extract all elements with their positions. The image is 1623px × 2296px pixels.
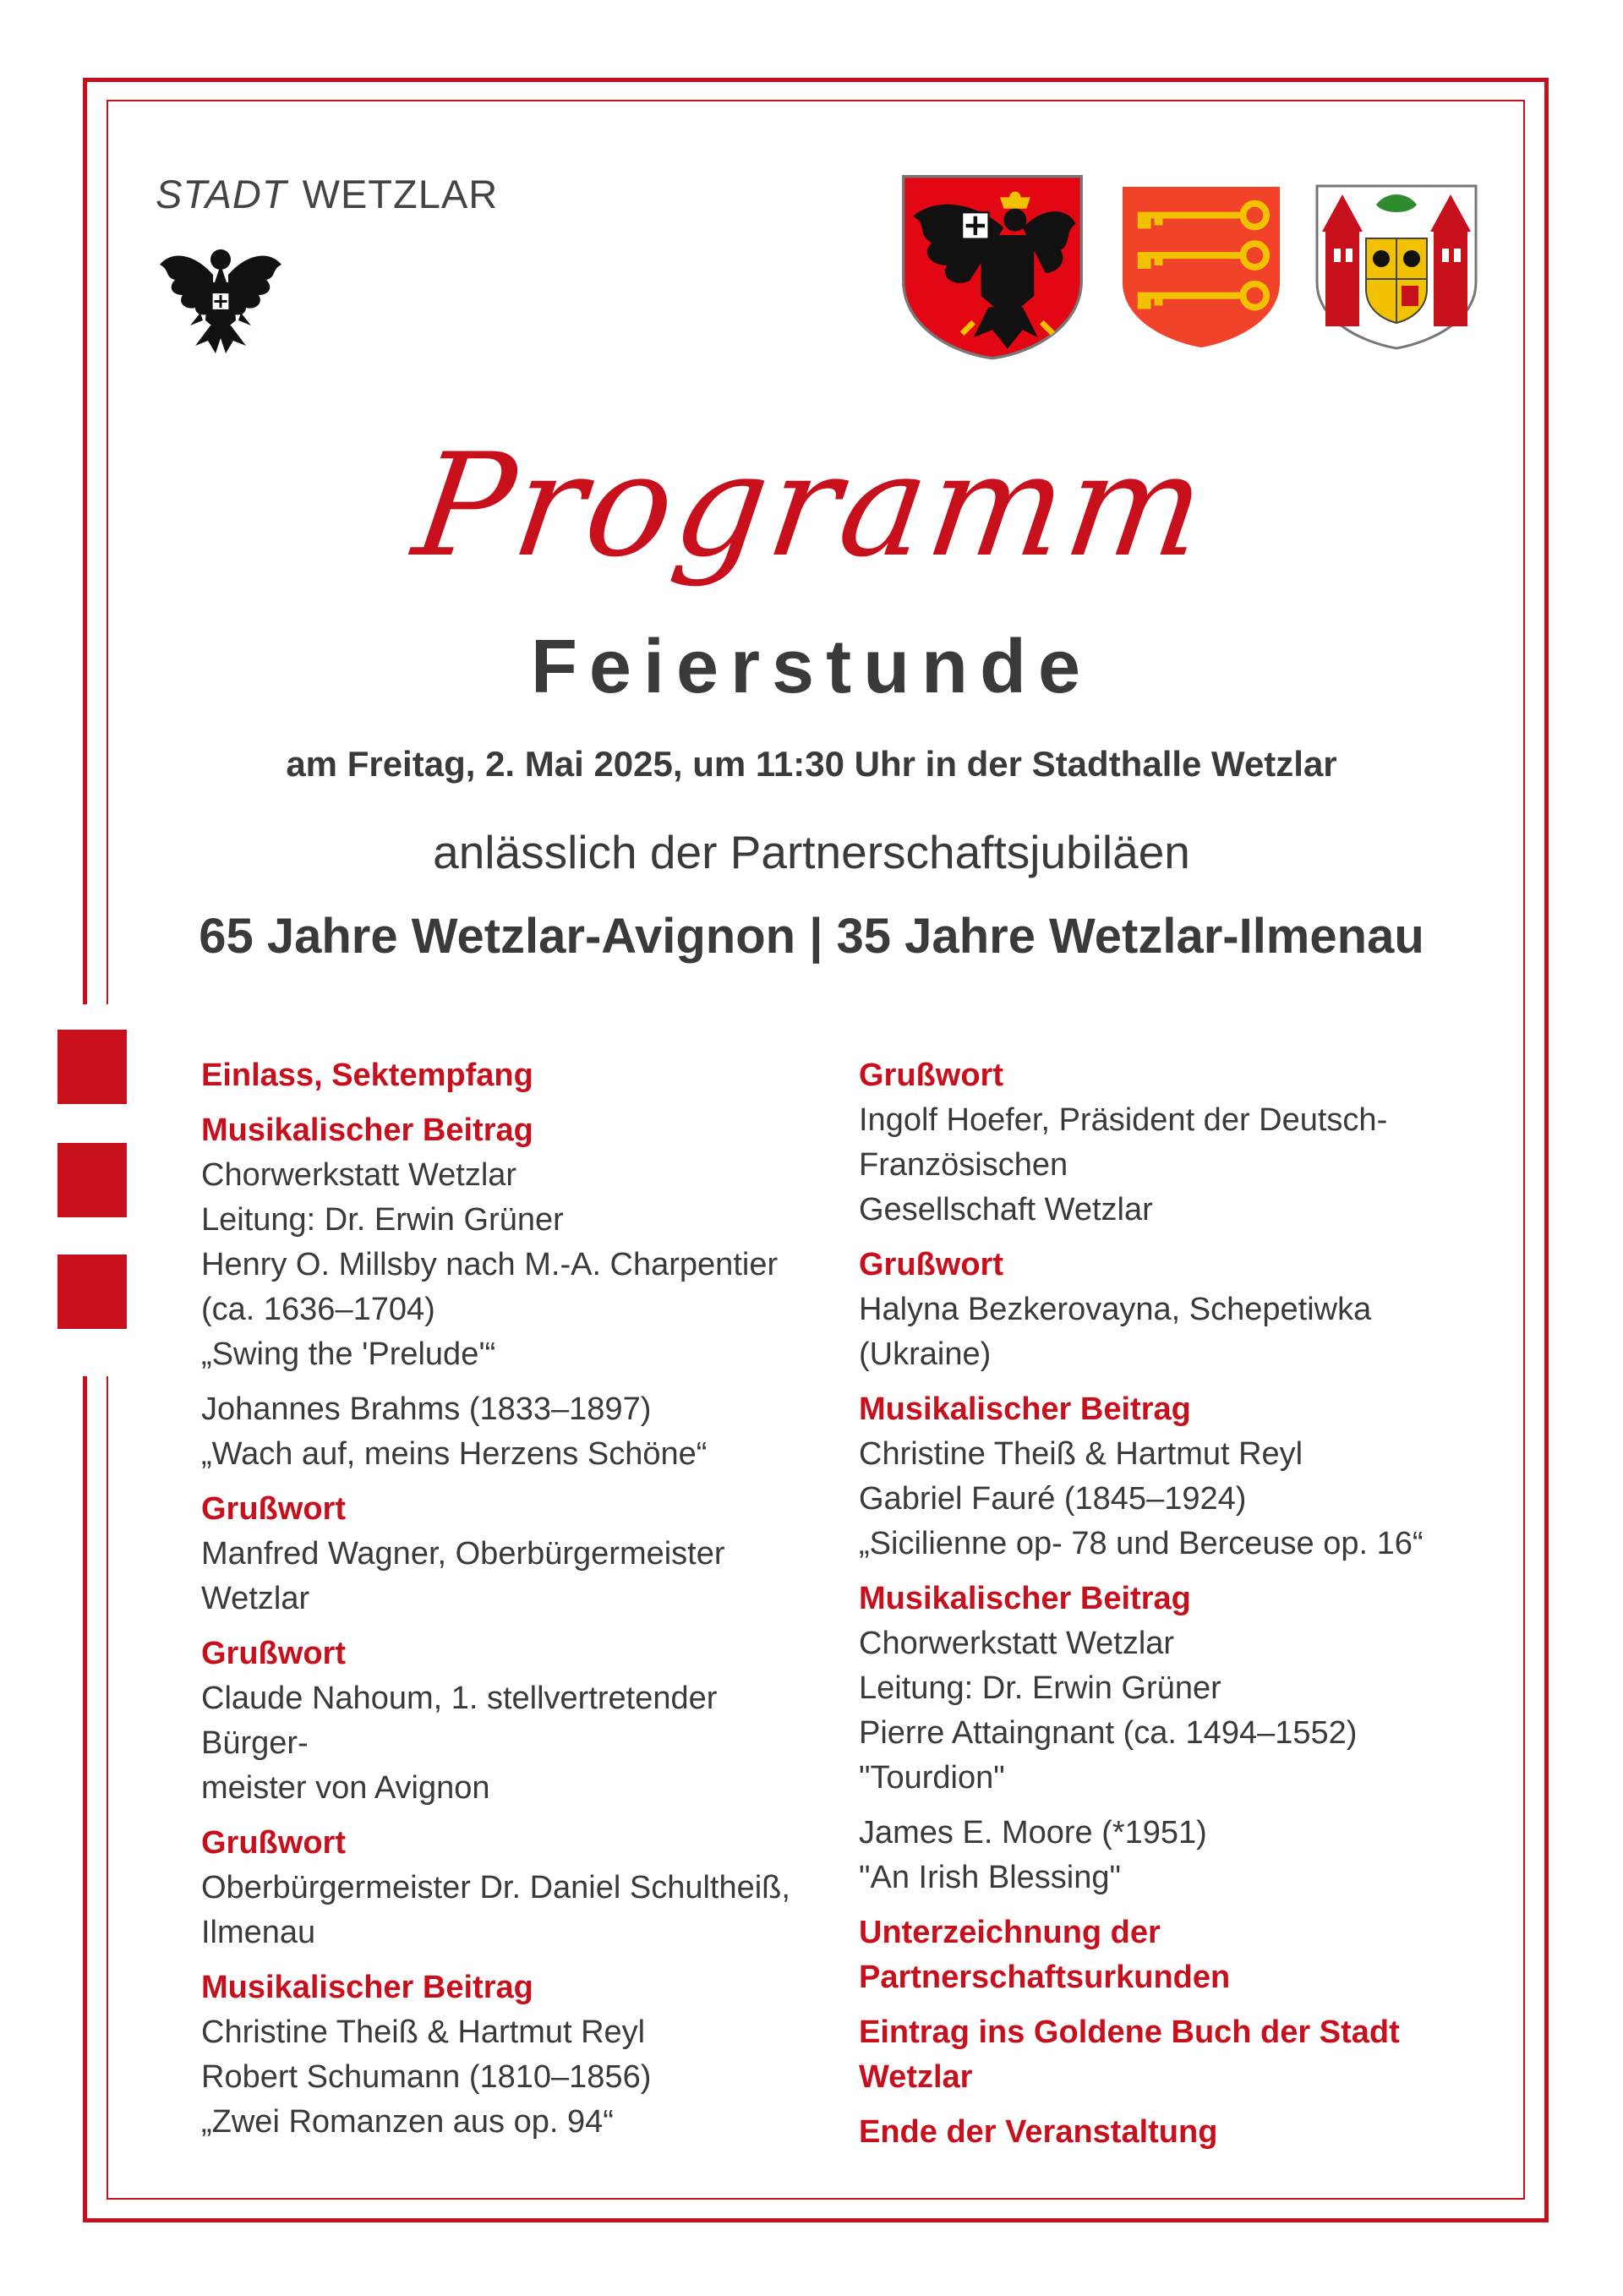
program-item-line: Gabriel Fauré (1845–1924) bbox=[859, 1481, 1247, 1517]
program-item-line: "An Irish Blessing" bbox=[859, 1860, 1121, 1895]
program-item bbox=[201, 1965, 810, 2145]
program-item bbox=[859, 1387, 1501, 1566]
program-item bbox=[859, 1243, 1501, 1377]
program-item bbox=[859, 1811, 1501, 1900]
program-item-line: Manfred Wagner, Oberbürgermeister Wetzlar bbox=[201, 1536, 725, 1616]
wetzlar-eagle-icon bbox=[157, 237, 284, 364]
program-item-heading: Unterzeichnung der Partnerschaftsurkunden bbox=[859, 1915, 1231, 1995]
program-item-line: (ca. 1636–1704) bbox=[201, 1292, 435, 1327]
side-block-3 bbox=[57, 1255, 127, 1329]
program-item-heading: Musikalischer Beitrag bbox=[859, 1391, 1191, 1427]
city-logo-text bbox=[156, 171, 498, 217]
program-item bbox=[859, 2010, 1501, 2100]
program-item bbox=[201, 1632, 810, 1811]
ilmenau-crest-icon bbox=[1312, 169, 1481, 362]
title-script: Programm bbox=[405, 423, 1218, 588]
program-item-line: Christine Theiß & Hartmut Reyl bbox=[859, 1436, 1303, 1472]
program-item-line: Christine Theiß & Hartmut Reyl bbox=[201, 2014, 646, 2050]
program-item-line: Henry O. Millsby nach M.-A. Charpentier bbox=[201, 1247, 779, 1282]
program-item-line: Leitung: Dr. Erwin Grüner bbox=[859, 1670, 1221, 1706]
program-item bbox=[201, 1053, 810, 1098]
program-item-line: „Wach auf, meins Herzens Schöne“ bbox=[201, 1436, 708, 1472]
program-item-line: Chorwerkstatt Wetzlar bbox=[201, 1157, 517, 1193]
wetzlar-crest-icon bbox=[898, 169, 1087, 362]
program-item-heading: Musikalischer Beitrag bbox=[201, 1112, 533, 1148]
logo-stadt: STADT bbox=[156, 172, 287, 216]
program-item-line: Gesellschaft Wetzlar bbox=[859, 1192, 1153, 1227]
program-item bbox=[859, 2110, 1501, 2155]
title-main: Feierstunde bbox=[530, 625, 1093, 709]
program-item-line: Pierre Attaingnant (ca. 1494–1552) bbox=[859, 1715, 1358, 1751]
avignon-crest-icon bbox=[1118, 169, 1285, 362]
program-item bbox=[859, 1053, 1501, 1233]
program-item-line: Leitung: Dr. Erwin Grüner bbox=[201, 1202, 564, 1238]
program-item-line: Claude Nahoum, 1. stellvertretender Bürger- bbox=[201, 1681, 718, 1761]
program-item bbox=[201, 1821, 810, 1955]
program-item-line: Oberbürgermeister Dr. Daniel Schultheiß, Ilmenau bbox=[201, 1870, 790, 1950]
program-item-heading: Grußwort bbox=[859, 1058, 1003, 1093]
jubilees: 65 Jahre Wetzlar-Avignon | 35 Jahre Wetzlar-Ilmenau bbox=[199, 909, 1424, 964]
event-date: am Freitag, 2. Mai 2025, um 11:30 Uhr in der Stadthalle Wetzlar bbox=[286, 744, 1337, 784]
program-item-line: "Tourdion" bbox=[859, 1760, 1005, 1796]
occasion: anlässlich der Partnerschaftsjubiläen bbox=[433, 826, 1190, 878]
program-item-line: Chorwerkstatt Wetzlar bbox=[859, 1626, 1175, 1661]
program-item-line: „Swing the 'Prelude'“ bbox=[201, 1337, 496, 1372]
program-item-heading: Musikalischer Beitrag bbox=[201, 1970, 533, 2005]
program-item-heading: Grußwort bbox=[201, 1491, 346, 1527]
program-item-heading: Musikalischer Beitrag bbox=[859, 1581, 1191, 1616]
side-block-2 bbox=[57, 1143, 127, 1217]
program-item bbox=[201, 1387, 810, 1477]
program-item bbox=[201, 1487, 810, 1621]
program-item bbox=[859, 1911, 1501, 2000]
program-left-column bbox=[201, 1053, 810, 2155]
program-item-heading: Ende der Veranstaltung bbox=[859, 2114, 1218, 2150]
program-item-heading: Grußwort bbox=[201, 1636, 346, 1671]
program-item-heading: Einlass, Sektempfang bbox=[201, 1058, 533, 1093]
program-item-line: Johannes Brahms (1833–1897) bbox=[201, 1391, 652, 1427]
program-item-line: „Zwei Romanzen aus op. 94“ bbox=[201, 2104, 614, 2140]
program-item-heading: Grußwort bbox=[201, 1825, 346, 1861]
program-item-line: James E. Moore (*1951) bbox=[859, 1815, 1207, 1850]
side-block-1 bbox=[57, 1030, 127, 1104]
logo-wetzlar: WETZLAR bbox=[302, 172, 499, 216]
program-item-heading: Eintrag ins Goldene Buch der Stadt Wetzlar bbox=[859, 2014, 1400, 2095]
program-item bbox=[201, 1108, 810, 1377]
program-item-line: Ingolf Hoefer, Präsident der Deutsch-Französischen bbox=[859, 1102, 1388, 1183]
program-item bbox=[859, 1577, 1501, 1801]
program-item-line: meister von Avignon bbox=[201, 1770, 490, 1806]
program-item-line: „Sicilienne op- 78 und Berceuse op. 16“ bbox=[859, 1526, 1424, 1561]
program-item-line: Halyna Bezkerovayna, Schepetiwka (Ukraine) bbox=[859, 1292, 1372, 1372]
program-item-line: Robert Schumann (1810–1856) bbox=[201, 2059, 652, 2095]
program-item-heading: Grußwort bbox=[859, 1247, 1003, 1282]
program-right-column bbox=[859, 1053, 1501, 2165]
